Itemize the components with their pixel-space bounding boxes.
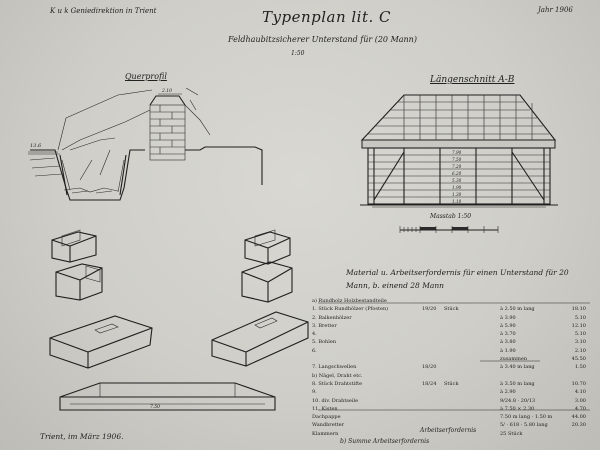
- material-cell: Klammern: [312, 430, 339, 437]
- scale-bar-label: Masstab 1:50: [430, 213, 472, 220]
- material-cell: 12.10: [571, 322, 586, 329]
- year-label: Jahr 1906: [538, 6, 573, 14]
- material-cell: 10. div. Drahtseile: [312, 397, 359, 404]
- material-cell: à 5.90: [500, 322, 516, 329]
- material-cell: 25 Stück: [500, 430, 523, 437]
- wall-level-label: 7.90: [452, 150, 462, 155]
- material-cell: 7. Langschwellen: [312, 364, 357, 371]
- table-rules: [318, 303, 590, 410]
- material-cell: 45.50: [571, 356, 586, 363]
- material-cell: 2. Balkenhölzer: [312, 314, 352, 321]
- wall-level-label: 7.50: [452, 157, 462, 162]
- material-cell: 19/20: [422, 306, 437, 313]
- wall-level-label: 7.20: [452, 164, 462, 169]
- cross-section-drawing: [28, 88, 262, 200]
- material-cell: 5.10: [574, 314, 586, 321]
- svg-text:13.6: 13.6: [30, 143, 42, 149]
- footer-note: b) Summe Arbeitserfordernis: [340, 438, 430, 445]
- material-cell: 5.10: [574, 331, 586, 338]
- material-cell: 9.: [312, 389, 317, 396]
- material-cell: à 3.40 m lang: [500, 364, 535, 371]
- material-cell: Stück: [444, 380, 459, 387]
- material-cell: 4.70: [574, 405, 586, 412]
- material-cell: à 3.70: [500, 331, 516, 338]
- material-cell: 5. Bohlen: [312, 339, 337, 346]
- material-cell: 3.00: [574, 397, 586, 404]
- cross-section-label: Querprofil: [125, 72, 167, 81]
- material-cell: a) Rundholz Holzbestandteile: [312, 298, 387, 304]
- material-cell: 44.00: [571, 414, 586, 421]
- material-cell: 20.30: [571, 422, 586, 429]
- material-cell: à 1.90: [500, 347, 516, 354]
- material-cell: 10.70: [571, 380, 586, 387]
- material-cell: à 2.50 m lang: [500, 306, 535, 313]
- wall-level-label: 1.30: [452, 192, 462, 197]
- scale-bar: [400, 226, 498, 233]
- joint-details: [50, 230, 308, 410]
- material-cell: 11. Kisten: [312, 405, 338, 412]
- plan-subtitle: Feldhaubitzsicherer Unterstand für (20 Mann): [228, 35, 417, 44]
- material-cell: 4.10: [574, 389, 586, 396]
- signature: Trient, im März 1906.: [40, 432, 124, 441]
- longitudinal-section-label: Längenschnitt A-B: [430, 75, 515, 85]
- material-cell: 1.50: [574, 364, 586, 371]
- material-cell: à 2.90: [500, 389, 516, 396]
- material-cell: Wandbretter: [312, 422, 345, 429]
- material-cell: 5/ · 618 · 5.80 lang: [500, 422, 548, 429]
- material-cell: 18/20: [422, 364, 437, 371]
- material-cell: 7.50 m lang · 1.50 m: [500, 414, 553, 421]
- material-cell: 9/24.8 · 20/13: [500, 397, 536, 404]
- material-cell: à 3.90: [500, 314, 516, 321]
- material-cell: zusammen: [500, 356, 528, 363]
- material-cell: 8. Stück Drahtstifte: [312, 380, 363, 387]
- office-heading: K u k Geniedirektion in Trient: [50, 7, 157, 15]
- wall-level-label: 6.20: [452, 171, 462, 176]
- material-cell: 6.: [312, 347, 317, 354]
- material-cell: b) Nägel, Draht etc.: [312, 372, 363, 379]
- material-cell: à 3.80: [500, 339, 516, 346]
- svg-text:2.10: 2.10: [162, 89, 173, 94]
- plan-title: Typenplan lit. C: [262, 8, 392, 26]
- wall-level-label: 1.90: [452, 185, 462, 190]
- material-cell: 18.10: [571, 306, 586, 313]
- material-cell: à 3.50 m lang: [500, 380, 535, 387]
- material-cell: 3.10: [574, 339, 586, 346]
- material-heading: Material u. Arbeitserfordernis für einen Unterstand für 20 Mann, b. einend 28 Mann: [346, 268, 569, 290]
- material-cell: 18/24: [422, 380, 437, 387]
- material-cell: Stück: [444, 306, 459, 313]
- material-cell: à 7.50 × 2.30: [500, 405, 535, 412]
- long-plank-dimension: 7.50: [150, 405, 161, 410]
- wall-level-label: 1.10: [452, 199, 462, 204]
- material-cell: 2.10: [574, 347, 586, 354]
- work-heading: Arbeitserfordernis: [420, 427, 477, 434]
- plan-scale: 1:50: [291, 50, 305, 57]
- longitudinal-section-drawing: [360, 95, 558, 207]
- material-cell: 4.: [312, 331, 317, 338]
- material-cell: 1. Stück Rundhölzer (Pfosten): [312, 306, 389, 313]
- material-cell: Dachpappe: [312, 414, 341, 421]
- material-cell: 3. Bretter: [312, 322, 337, 329]
- wall-level-label: 5.30: [452, 178, 462, 183]
